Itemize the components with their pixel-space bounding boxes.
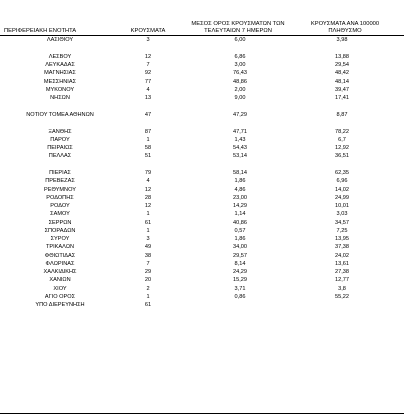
- cases-cell: 7: [146, 260, 150, 267]
- cases-cell: 49: [144, 244, 152, 251]
- region-cell: ΡΕΘΥΜΝΟΥ: [44, 186, 76, 193]
- avg-7-days-cell: 47,29: [233, 111, 247, 118]
- table-row: [0, 235, 404, 243]
- region-cell: ΠΑΡΟΥ: [50, 136, 70, 143]
- per-100k-cell: 12,92: [335, 145, 349, 151]
- per-100k-cell: 55,22: [335, 293, 349, 300]
- avg-7-days-cell: 3,71: [234, 285, 246, 292]
- region-cell: ΡΟΔΟΠΗΣ: [46, 194, 74, 201]
- per-100k-cell: 24,02: [335, 252, 349, 259]
- per-100k-cell: 78,22: [335, 128, 349, 135]
- cases-cell: 12: [144, 203, 152, 209]
- region-cell: ΜΑΓΝΗΣΙΑΣ: [44, 70, 76, 77]
- table-row: [0, 202, 404, 210]
- table-row: [0, 111, 404, 119]
- table-row: [0, 61, 404, 69]
- cases-cell: 13: [144, 95, 152, 101]
- avg-7-days-cell: 9,00: [234, 95, 246, 101]
- cases-cell: 29: [144, 269, 152, 275]
- table-row: [0, 36, 404, 44]
- cases-cell: 51: [144, 153, 152, 160]
- table-row: [0, 194, 404, 202]
- avg-7-days-cell: 1,14: [234, 211, 246, 218]
- cases-cell: 61: [144, 219, 152, 226]
- region-cell: ΧΑΛΚΙΔΙΚΗΣ: [43, 269, 77, 275]
- avg-7-days-cell: 2,00: [234, 86, 246, 93]
- per-100k-cell: 13,88: [335, 53, 349, 60]
- region-cell: ΠΕΙΡΑΙΩΣ: [47, 145, 73, 151]
- table-row: [0, 69, 404, 77]
- per-100k-cell: 39,47: [335, 86, 349, 93]
- region-cell: ΣΑΜΟΥ: [50, 211, 70, 218]
- region-cell: ΧΙΟΥ: [53, 285, 67, 292]
- cases-cell: 4: [146, 86, 150, 93]
- table-row: [0, 252, 404, 260]
- avg-7-days-cell: 14,29: [233, 203, 247, 209]
- per-100k-cell: 13,95: [335, 236, 349, 242]
- avg-7-days-cell: 76,43: [233, 70, 247, 77]
- cases-cell: 1: [146, 227, 150, 234]
- per-100k-cell: 3,03: [336, 211, 348, 218]
- cases-cell: 58: [144, 145, 152, 151]
- per-100k-cell: 29,54: [335, 62, 349, 68]
- cases-cell: 87: [144, 128, 152, 135]
- region-cell: ΦΘΙΩΤΙΔΑΣ: [44, 252, 76, 259]
- per-100k-cell: 34,57: [335, 219, 349, 226]
- table-row: [0, 260, 404, 268]
- avg-7-days-cell: 48,86: [233, 78, 247, 85]
- cases-cell: 79: [144, 170, 152, 176]
- region-cell: ΥΠΟ ΔΙΕΡΕΥΝΗΣΗ: [35, 302, 85, 308]
- cases-cell: 92: [144, 70, 152, 77]
- region-cell: ΠΙΕΡΙΑΣ: [49, 170, 71, 176]
- avg-7-days-cell: 24,29: [233, 269, 247, 275]
- region-cell: ΝΟΤΙΟΥ ΤΟΜΕΑ ΑΘΗΝΩΝ: [26, 111, 94, 118]
- avg-7-days-cell: 0,86: [234, 293, 246, 300]
- table-row: [0, 293, 404, 301]
- per-100k-cell: 13,61: [335, 260, 349, 267]
- table-row: [0, 219, 404, 227]
- per-100k-cell: 27,38: [335, 269, 349, 275]
- table-row: [0, 227, 404, 235]
- region-cell: ΡΟΔΟΥ: [50, 203, 70, 209]
- cases-cell: 2: [146, 285, 150, 292]
- table-row: [0, 128, 404, 136]
- cases-cell: 3: [146, 236, 150, 242]
- table-row: [0, 276, 404, 284]
- header-cases-per-100k: ΚΡΟΥΣΜΑΤΑ ΑΝΑ 100000 ΠΛΗΘΥΣΜΟ: [310, 21, 380, 34]
- avg-7-days-cell: 6,86: [234, 53, 246, 60]
- table-row: [0, 78, 404, 86]
- region-cell: ΞΑΝΘΗΣ: [48, 128, 72, 135]
- cases-cell: 28: [144, 194, 152, 201]
- avg-7-days-cell: 29,57: [233, 252, 247, 259]
- avg-7-days-cell: 58,14: [233, 170, 247, 176]
- region-cell: ΛΕΣΒΟΥ: [48, 53, 72, 60]
- table-row: [0, 268, 404, 276]
- cases-cell: 12: [144, 53, 152, 60]
- cases-cell: 77: [144, 78, 152, 85]
- table-row: [0, 94, 404, 102]
- header-avg-7-days: ΜΕΣΟΣ ΟΡΟΣ ΚΡΟΥΣΜΑΤΩΝ ΤΩΝ ΤΕΛΕΥΤΑΙΩΝ 7 ΗΜΕΡΩΝ: [191, 21, 285, 34]
- cases-cell: 20: [144, 277, 152, 284]
- region-cell: ΛΕΥΚΑΔΑΣ: [45, 62, 75, 68]
- per-100k-cell: 7,25: [336, 227, 348, 234]
- cases-cell: 1: [146, 136, 150, 143]
- avg-7-days-cell: 1,43: [234, 136, 246, 143]
- header-region: ΠΕΡΙΦΕΡΕΙΑΚΗ ΕΝΟΤΗΤΑ: [4, 27, 77, 34]
- avg-7-days-cell: 1,86: [234, 178, 246, 185]
- bottom-rule: [0, 413, 404, 414]
- region-cell: ΝΗΣΩΝ: [50, 95, 70, 101]
- per-100k-cell: 17,41: [335, 95, 349, 101]
- region-cell: ΠΕΛΛΑΣ: [48, 153, 72, 160]
- avg-7-days-cell: 54,43: [233, 145, 247, 151]
- region-cell: ΧΑΝΙΩΝ: [49, 277, 71, 284]
- avg-7-days-cell: 3,00: [234, 62, 246, 68]
- per-100k-cell: 36,51: [335, 153, 349, 160]
- avg-7-days-cell: 53,14: [233, 153, 247, 160]
- cases-cell: 61: [144, 302, 152, 308]
- table-row: [0, 144, 404, 152]
- table-row: [0, 152, 404, 160]
- table-row: [0, 177, 404, 185]
- per-100k-cell: 3,98: [336, 37, 348, 43]
- per-100k-cell: 8,87: [336, 111, 348, 118]
- avg-7-days-cell: 6,00: [234, 37, 246, 43]
- per-100k-cell: 12,77: [335, 277, 349, 284]
- per-100k-cell: 48,42: [335, 70, 349, 77]
- per-100k-cell: 37,38: [335, 244, 349, 251]
- region-cell: ΜΕΣΣΗΝΙΑΣ: [43, 78, 77, 85]
- cases-cell: 1: [146, 293, 150, 300]
- table-row: [0, 53, 404, 61]
- region-cell: ΣΠΟΡΑΔΩΝ: [44, 227, 76, 234]
- cases-cell: 38: [144, 252, 152, 259]
- per-100k-cell: 14,02: [335, 186, 349, 193]
- per-100k-cell: 48,14: [335, 78, 349, 85]
- per-100k-cell: 10,01: [335, 203, 349, 209]
- avg-7-days-cell: 1,86: [234, 236, 246, 242]
- cases-cell: 47: [144, 111, 152, 118]
- table-row: [0, 136, 404, 144]
- cases-cell: 7: [146, 62, 150, 68]
- avg-7-days-cell: 23,00: [233, 194, 247, 201]
- region-cell: ΜΥΚΟΝΟΥ: [45, 86, 75, 93]
- avg-7-days-cell: 0,57: [234, 227, 246, 234]
- region-cell: ΦΛΩΡΙΝΑΣ: [45, 260, 75, 267]
- avg-7-days-cell: 34,00: [233, 244, 247, 251]
- table-row: [0, 210, 404, 218]
- cases-cell: 1: [146, 211, 150, 218]
- cases-cell: 3: [146, 37, 150, 43]
- per-100k-cell: 3,8: [338, 285, 346, 292]
- per-100k-cell: 6,96: [336, 178, 348, 185]
- avg-7-days-cell: 8,14: [234, 260, 246, 267]
- header-cases: ΚΡΟΥΣΜΑΤΑ: [130, 27, 166, 34]
- per-100k-cell: 62,35: [335, 170, 349, 176]
- per-100k-cell: 6,7: [338, 136, 346, 143]
- region-cell: ΠΡΕΒΕΖΑΣ: [45, 178, 75, 185]
- avg-7-days-cell: 40,86: [233, 219, 247, 226]
- table-row: [0, 285, 404, 293]
- region-cell: ΑΓΙΟ ΟΡΟΣ: [44, 293, 76, 300]
- table-row: [0, 169, 404, 177]
- region-cell: ΣΕΡΡΩΝ: [48, 219, 72, 226]
- per-100k-cell: 24,99: [335, 194, 349, 201]
- cases-cell: 4: [146, 178, 150, 185]
- table-row: [0, 301, 404, 309]
- region-cell: ΤΡΙΚΑΛΩΝ: [45, 244, 75, 251]
- table-row: [0, 86, 404, 94]
- avg-7-days-cell: 47,71: [233, 128, 247, 135]
- region-cell: ΣΥΡΟΥ: [50, 236, 70, 242]
- avg-7-days-cell: 4,86: [234, 186, 246, 193]
- table-row: [0, 243, 404, 251]
- avg-7-days-cell: 15,29: [233, 277, 247, 284]
- cases-cell: 12: [144, 186, 152, 193]
- table-row: [0, 186, 404, 194]
- region-cell: ΛΑΣΙΘΙΟΥ: [46, 37, 74, 43]
